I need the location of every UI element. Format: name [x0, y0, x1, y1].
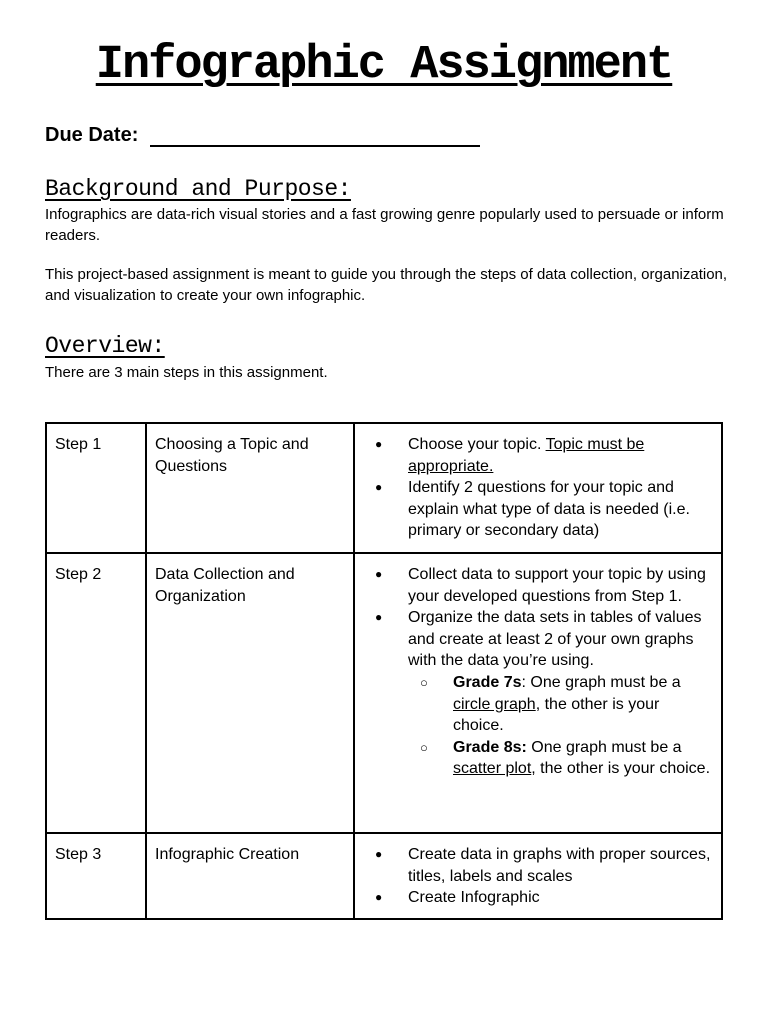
sub-list-item: ○ Grade 7s: One graph must be a circle graph, the other is your choice. — [408, 672, 713, 737]
overview-heading: Overview: — [45, 333, 165, 359]
step-name: Infographic Creation — [146, 833, 354, 919]
list-item: ● Organize the data sets in tables of values and create at least 2 of your own graphs with the data you’re using. ○ Grade 7s: One graph must be a circle graph, the other is your choice. ○ Grade 8s: One graph must be a scatter plot, the other is your choice. — [375, 607, 713, 780]
step-details — [354, 553, 722, 833]
table-row — [46, 423, 722, 553]
sub-list-item: ○ Grade 8s: One graph must be a scatter plot, the other is your choice. — [408, 737, 713, 780]
due-date-blank-line — [150, 125, 480, 147]
due-date-label: Due Date: — [45, 124, 139, 146]
step-number: Step 3 — [46, 833, 146, 919]
background-heading: Background and Purpose: — [45, 176, 351, 202]
step-number: Step 1 — [46, 423, 146, 553]
steps-table — [45, 422, 723, 920]
step-details — [354, 423, 722, 553]
due-date-row — [45, 124, 480, 147]
list-item: ● Collect data to support your topic by using your developed questions from Step 1. — [375, 564, 713, 607]
background-paragraph-2: This project-based assignment is meant to guide you through the steps of data collection, organization, and visualization to create your own infographic. — [45, 266, 728, 304]
step-name: Data Collection and Organization — [146, 553, 354, 833]
step-number: Step 2 — [46, 553, 146, 833]
background-paragraph-1: Infographics are data-rich visual stories and a fast growing genre popularly used to persuade or inform readers. — [45, 206, 724, 244]
step-details — [354, 833, 722, 919]
step-name: Choosing a Topic and Questions — [146, 423, 354, 553]
table-row — [46, 833, 722, 919]
page-title: Infographic Assignment — [95, 39, 673, 92]
underlined-text: Topic must be appropriate. — [408, 436, 645, 475]
list-item: ● Choose your topic. Topic must be appropriate. — [375, 434, 713, 477]
overview-intro: There are 3 main steps in this assignment. — [45, 364, 328, 381]
list-item: ● Create data in graphs with proper sources, titles, labels and scales — [375, 844, 713, 887]
table-row — [46, 553, 722, 833]
list-item: ● Identify 2 questions for your topic and explain what type of data is needed (i.e. primary or secondary data) — [375, 477, 713, 542]
list-item: ● Create Infographic — [375, 887, 713, 909]
